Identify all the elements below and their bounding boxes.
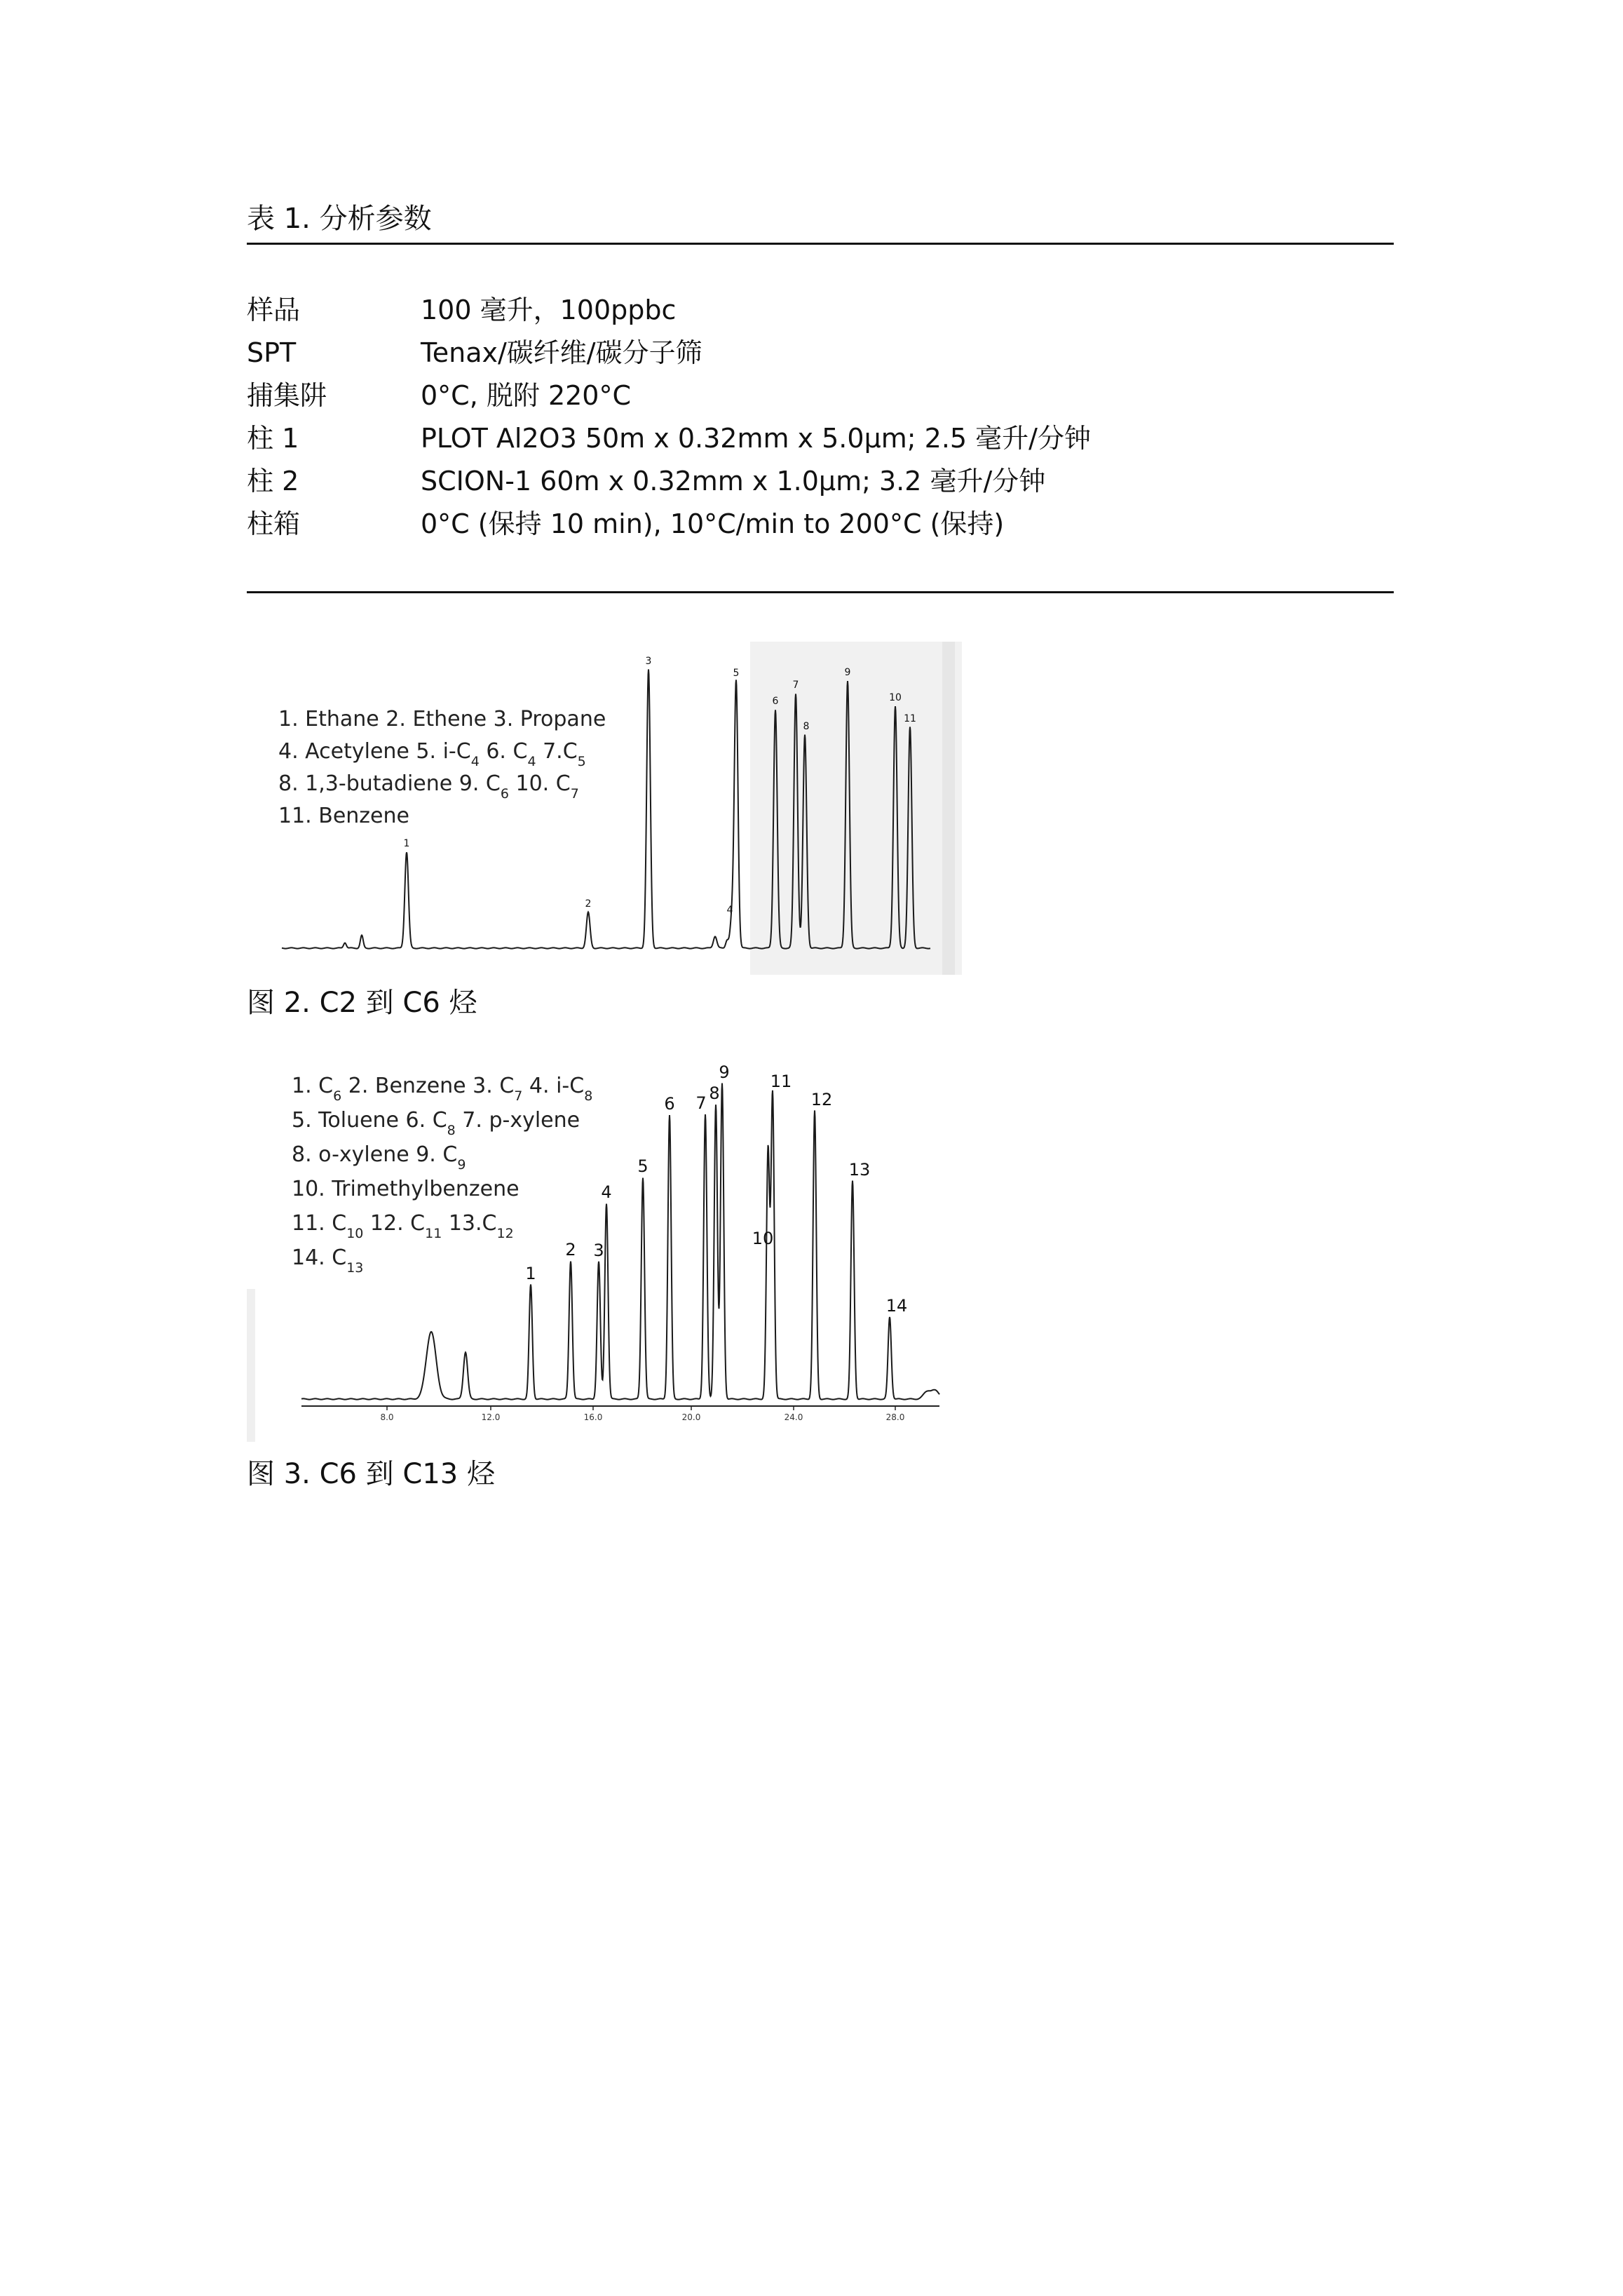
peak-label: 11: [770, 1072, 792, 1091]
legend-text: 1. C: [292, 1074, 334, 1098]
legend-subscript: 7: [514, 1088, 523, 1104]
x-tick-label: 28.0: [885, 1412, 905, 1422]
param-label: 捕集阱: [247, 380, 327, 411]
chromatogram-c6-c13: [247, 1036, 969, 1442]
legend-subscript: 12: [496, 1226, 514, 1241]
param-value: 0°C (保持 10 min), 10°C/min to 200°C (保持): [421, 508, 1005, 539]
x-tick-label: 12.0: [481, 1412, 501, 1422]
figure-3-chromatogram: [247, 1036, 969, 1442]
legend-subscript: 13: [346, 1260, 364, 1276]
param-value: 0°C, 脱附 220°C: [421, 380, 632, 411]
legend-subscript: 8: [584, 1088, 593, 1104]
legend-subscript: 4: [527, 754, 536, 769]
param-label: 柱箱: [247, 508, 301, 539]
param-value: SCION-1 60m x 0.32mm x 1.0µm; 3.2 毫升/分钟: [421, 466, 1046, 497]
peak-label: 5: [637, 1156, 648, 1176]
peak-label: 3: [645, 656, 652, 667]
peak-label: 3: [593, 1241, 604, 1260]
legend-text: 11. C: [292, 1211, 347, 1236]
legend-text: 8. o-xylene 9. C: [292, 1142, 458, 1167]
peak-label: 13: [848, 1160, 871, 1180]
peak-label: 8: [709, 1083, 720, 1103]
legend-text: 5. Toluene 6. C: [292, 1108, 447, 1133]
peak-label: 6: [772, 696, 779, 707]
legend-text: 10. Trimethylbenzene: [292, 1177, 520, 1201]
legend-subscript: 6: [333, 1088, 342, 1104]
legend-subscript: 9: [457, 1157, 466, 1173]
legend-line: [278, 707, 606, 731]
peak-label: 9: [844, 667, 851, 678]
x-tick-label: 16.0: [583, 1412, 603, 1422]
legend-subscript: 6: [500, 786, 509, 802]
figure-3-caption: 图 3. C6 到 C13 烃: [247, 1458, 495, 1490]
legend-text: 13.C: [442, 1211, 497, 1236]
legend-text: 14. C: [292, 1245, 347, 1270]
param-label: 样品: [247, 295, 301, 325]
legend-text: 4. i-C: [522, 1074, 585, 1098]
figure-2-chromatogram: [247, 642, 962, 975]
legend-text: 4. Acetylene 5. i-C: [278, 739, 471, 764]
param-label: 柱 1: [247, 423, 299, 454]
legend-text: 11. Benzene: [278, 804, 409, 828]
peak-label: 7: [792, 680, 799, 691]
peak-label: 7: [695, 1093, 707, 1113]
legend-subscript: 7: [570, 786, 579, 802]
peak-label: 4: [601, 1182, 612, 1202]
legend-subscript: 4: [470, 754, 480, 769]
param-label: SPT: [247, 337, 297, 368]
peak-label: 8: [803, 721, 810, 732]
peak-label: 10: [889, 692, 902, 703]
legend-text: 6. C: [479, 739, 528, 764]
param-value: PLOT Al2O3 50m x 0.32mm x 5.0µm; 2.5 毫升/分钟: [421, 423, 1091, 454]
legend-line: [278, 804, 409, 828]
legend-subscript: 11: [425, 1226, 442, 1241]
peak-label: 4: [726, 905, 733, 916]
legend-text: 2. Benzene 3. C: [341, 1074, 515, 1098]
peak-label: 11: [904, 713, 916, 724]
x-tick-label: 8.0: [380, 1412, 394, 1422]
param-value: Tenax/碳纤维/碳分子筛: [421, 337, 702, 368]
figure-2-caption: 图 2. C2 到 C6 烃: [247, 987, 477, 1019]
chromatogram-c2-c6: [247, 642, 962, 975]
peak-label: 1: [403, 838, 410, 849]
param-value: 100 毫升，100ppbc: [421, 295, 677, 325]
legend-text: 1. Ethane 2. Ethene 3. Propane: [278, 707, 606, 731]
peak-label: 12: [810, 1090, 833, 1109]
x-tick-label: 20.0: [681, 1412, 701, 1422]
legend-line: [292, 1177, 520, 1201]
scan-shading: [750, 642, 962, 975]
legend-text: 10. C: [508, 771, 571, 796]
scan-edge: [247, 1289, 255, 1442]
table-top-rule: [247, 243, 1394, 245]
legend-text: 8. 1,3-butadiene 9. C: [278, 771, 501, 796]
param-label: 柱 2: [247, 466, 299, 497]
legend-text: 7.C: [536, 739, 578, 764]
peak-label: 5: [733, 668, 740, 679]
peak-label: 1: [525, 1264, 536, 1283]
legend-subscript: 10: [346, 1226, 364, 1241]
legend-subscript: 8: [447, 1123, 456, 1138]
peak-label: 14: [885, 1296, 908, 1316]
scan-edge: [942, 642, 955, 975]
legend-subscript: 5: [577, 754, 586, 769]
table-bottom-rule: [247, 591, 1394, 593]
peak-label: 6: [664, 1094, 675, 1114]
x-tick-label: 24.0: [784, 1412, 803, 1422]
peak-label: 9: [719, 1062, 730, 1082]
peak-label: 10: [752, 1229, 774, 1248]
peak-label: 2: [565, 1240, 576, 1260]
legend-text: 7. p-xylene: [455, 1108, 580, 1133]
legend-text: 12. C: [363, 1211, 426, 1236]
peak-label: 2: [585, 898, 592, 910]
table-title: 表 1. 分析参数: [247, 203, 432, 235]
